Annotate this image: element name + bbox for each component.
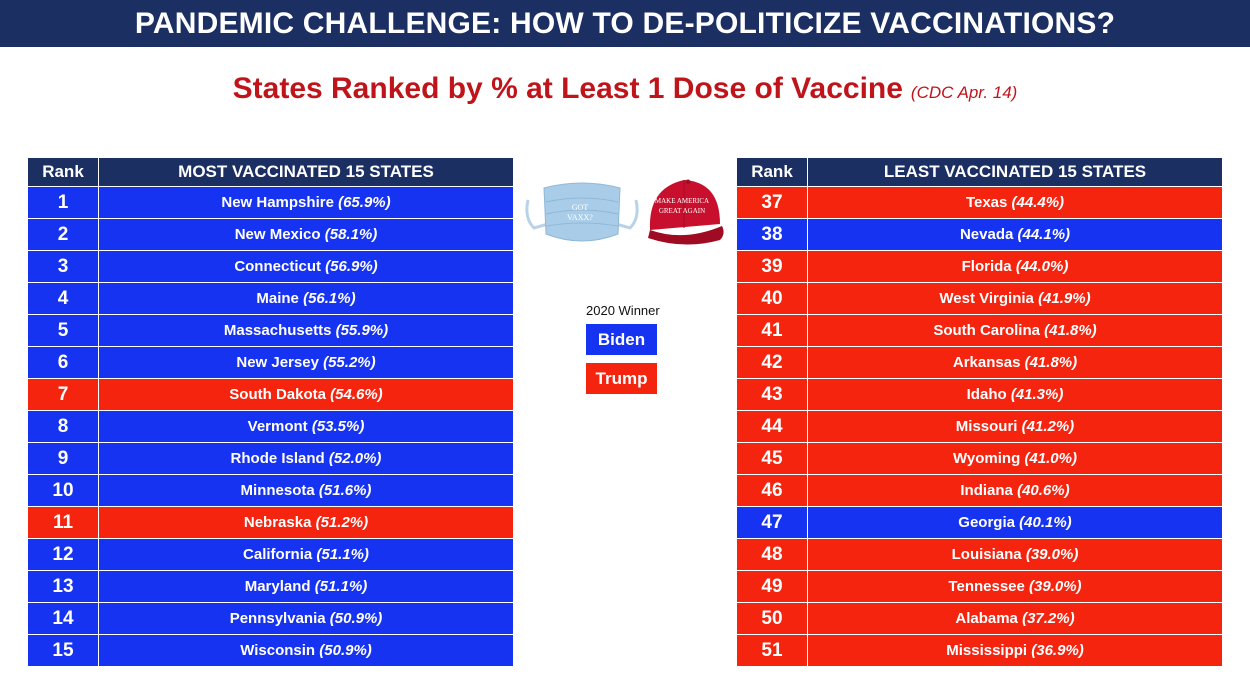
state-name: Texas (965, 194, 1008, 211)
rank-cell: 2 (28, 219, 99, 251)
table-row (737, 347, 1223, 379)
state-name: Alabama (955, 610, 1018, 627)
table-row (737, 475, 1223, 507)
state-name: Florida (961, 258, 1012, 275)
state-cell (808, 283, 1223, 315)
rank-header: Rank (28, 158, 99, 187)
state-name: Mississippi (946, 642, 1028, 659)
table-row (28, 283, 514, 315)
mask-text-line2: VAXX? (567, 213, 593, 222)
state-name: Idaho (966, 386, 1007, 403)
state-name: Rhode Island (230, 450, 325, 467)
state-name: Missouri (955, 418, 1018, 435)
face-mask-image (522, 178, 642, 248)
state-cell (99, 219, 514, 251)
table-row (28, 603, 514, 635)
rank-cell: 11 (28, 507, 99, 539)
state-percent: (40.1%) (1019, 514, 1072, 531)
table-row (737, 443, 1223, 475)
mask-text-line1: GOT (571, 203, 589, 212)
state-percent: (56.1%) (303, 290, 356, 307)
table-row (28, 379, 514, 411)
table-row (28, 315, 514, 347)
state-cell (99, 283, 514, 315)
state-cell (808, 219, 1223, 251)
state-name: South Dakota (229, 386, 326, 403)
state-percent: (56.9%) (325, 258, 378, 275)
table-row (737, 283, 1223, 315)
rank-cell: 5 (28, 315, 99, 347)
state-percent: (50.9%) (319, 642, 372, 659)
table-row (28, 475, 514, 507)
table-row (737, 251, 1223, 283)
rank-cell: 37 (737, 187, 808, 219)
table-row (28, 635, 514, 667)
rank-cell: 14 (28, 603, 99, 635)
state-cell (99, 635, 514, 667)
state-cell (808, 443, 1223, 475)
state-cell (808, 603, 1223, 635)
state-percent: (50.9%) (329, 610, 383, 627)
rank-cell: 15 (28, 635, 99, 667)
rank-cell: 45 (737, 443, 808, 475)
table-row (737, 507, 1223, 539)
rank-cell: 42 (737, 347, 808, 379)
state-name: Pennsylvania (229, 610, 326, 627)
state-percent: (39.0%) (1029, 578, 1082, 595)
state-percent: (51.1%) (314, 578, 368, 595)
rank-cell: 41 (737, 315, 808, 347)
state-cell (808, 187, 1223, 219)
state-cell (99, 411, 514, 443)
rank-cell: 40 (737, 283, 808, 315)
rank-cell: 49 (737, 571, 808, 603)
state-cell (808, 379, 1223, 411)
table-row (737, 315, 1223, 347)
subtitle-main: States Ranked by % at Least 1 Dose of Vaccine (232, 72, 903, 105)
state-name: Nevada (959, 226, 1014, 243)
state-cell (99, 571, 514, 603)
state-name: South Carolina (933, 322, 1040, 339)
rank-cell: 44 (737, 411, 808, 443)
state-name: Minnesota (240, 482, 315, 499)
state-cell (808, 475, 1223, 507)
table-row (737, 219, 1223, 251)
state-name: Massachusetts (223, 322, 332, 339)
rank-cell: 7 (28, 379, 99, 411)
subtitle (0, 72, 1250, 106)
rank-cell: 1 (28, 187, 99, 219)
rank-cell: 46 (737, 475, 808, 507)
table-row (737, 411, 1223, 443)
table-header-row (737, 158, 1223, 187)
state-percent: (55.9%) (335, 322, 389, 339)
state-percent: (51.2%) (315, 514, 369, 531)
state-cell (99, 347, 514, 379)
rank-cell: 12 (28, 539, 99, 571)
state-cell (808, 347, 1223, 379)
table-header-row (28, 158, 514, 187)
state-percent: (52.0%) (328, 450, 382, 467)
state-percent: (54.6%) (330, 386, 383, 403)
legend-title: 2020 Winner (586, 303, 660, 318)
state-percent: (41.8%) (1024, 354, 1078, 371)
rank-cell: 6 (28, 347, 99, 379)
state-cell (99, 539, 514, 571)
state-percent: (41.3%) (1010, 386, 1064, 403)
rank-cell: 38 (737, 219, 808, 251)
table-row (28, 539, 514, 571)
state-name: Arkansas (952, 354, 1021, 371)
state-name: Maine (256, 290, 299, 307)
state-cell (808, 411, 1223, 443)
state-name: Louisiana (951, 546, 1022, 563)
hat-text-line2: GREAT AGAIN (658, 207, 706, 215)
state-cell (808, 507, 1223, 539)
hat-text-line1: MAKE AMERICA (654, 197, 710, 205)
state-name: Indiana (960, 482, 1013, 499)
legend-biden-chip: Biden (586, 324, 657, 355)
rank-cell: 3 (28, 251, 99, 283)
state-percent: (51.1%) (316, 546, 369, 563)
state-percent: (53.5%) (311, 418, 365, 435)
rank-cell: 9 (28, 443, 99, 475)
state-name: New Mexico (234, 226, 321, 243)
maga-hat-image (642, 168, 726, 252)
state-name: Wisconsin (240, 642, 316, 659)
state-cell (99, 251, 514, 283)
table-row (737, 379, 1223, 411)
winner-legend (586, 303, 662, 394)
table-row (28, 251, 514, 283)
least-vaccinated-header: LEAST VACCINATED 15 STATES (808, 158, 1223, 187)
state-cell (99, 187, 514, 219)
state-percent: (51.6%) (318, 482, 372, 499)
rank-cell: 50 (737, 603, 808, 635)
table-row (737, 187, 1223, 219)
table-row (737, 635, 1223, 667)
table-row (737, 539, 1223, 571)
state-percent: (40.6%) (1017, 482, 1070, 499)
state-cell (99, 315, 514, 347)
state-cell (808, 539, 1223, 571)
most-vaccinated-header: MOST VACCINATED 15 STATES (99, 158, 514, 187)
legend-trump-chip: Trump (586, 363, 657, 394)
table-row (28, 187, 514, 219)
state-name: Vermont (247, 418, 308, 435)
state-name: New Jersey (236, 354, 319, 371)
rank-cell: 4 (28, 283, 99, 315)
table-row (28, 443, 514, 475)
state-percent: (41.9%) (1038, 290, 1091, 307)
state-cell (808, 251, 1223, 283)
subtitle-source: (CDC Apr. 14) (910, 83, 1018, 102)
state-percent: (44.1%) (1017, 226, 1071, 243)
table-row (737, 571, 1223, 603)
state-percent: (37.2%) (1022, 610, 1075, 627)
rank-cell: 8 (28, 411, 99, 443)
table-row (28, 347, 514, 379)
state-cell (99, 379, 514, 411)
state-cell (99, 603, 514, 635)
page-banner-title: PANDEMIC CHALLENGE: HOW TO DE-POLITICIZE VACCINATIONS? (0, 0, 1250, 47)
state-name: West Virginia (939, 290, 1034, 307)
state-name: Maryland (244, 578, 311, 595)
state-percent: (44.0%) (1015, 258, 1069, 275)
state-percent: (41.8%) (1044, 322, 1097, 339)
state-percent: (58.1%) (324, 226, 378, 243)
state-cell (99, 443, 514, 475)
rank-header: Rank (737, 158, 808, 187)
state-percent: (55.2%) (323, 354, 376, 371)
state-name: Georgia (958, 514, 1015, 531)
state-name: New Hampshire (221, 194, 334, 211)
state-percent: (44.4%) (1011, 194, 1065, 211)
state-percent: (41.2%) (1021, 418, 1075, 435)
table-row (28, 411, 514, 443)
state-cell (808, 635, 1223, 667)
rank-cell: 51 (737, 635, 808, 667)
table-row (737, 603, 1223, 635)
state-cell (808, 571, 1223, 603)
rank-cell: 47 (737, 507, 808, 539)
state-name: Connecticut (234, 258, 321, 275)
least-vaccinated-table (736, 157, 1223, 667)
rank-cell: 10 (28, 475, 99, 507)
state-name: Tennessee (948, 578, 1025, 595)
state-cell (808, 315, 1223, 347)
rank-cell: 39 (737, 251, 808, 283)
state-percent: (65.9%) (338, 194, 391, 211)
state-percent: (36.9%) (1031, 642, 1084, 659)
table-row (28, 219, 514, 251)
state-percent: (41.0%) (1024, 450, 1077, 467)
table-row (28, 507, 514, 539)
rank-cell: 13 (28, 571, 99, 603)
state-name: Wyoming (953, 450, 1021, 467)
rank-cell: 48 (737, 539, 808, 571)
state-percent: (39.0%) (1025, 546, 1079, 563)
state-name: California (243, 546, 313, 563)
most-vaccinated-table (27, 157, 514, 667)
state-name: Nebraska (243, 514, 312, 531)
state-cell (99, 507, 514, 539)
table-row (28, 571, 514, 603)
rank-cell: 43 (737, 379, 808, 411)
state-cell (99, 475, 514, 507)
